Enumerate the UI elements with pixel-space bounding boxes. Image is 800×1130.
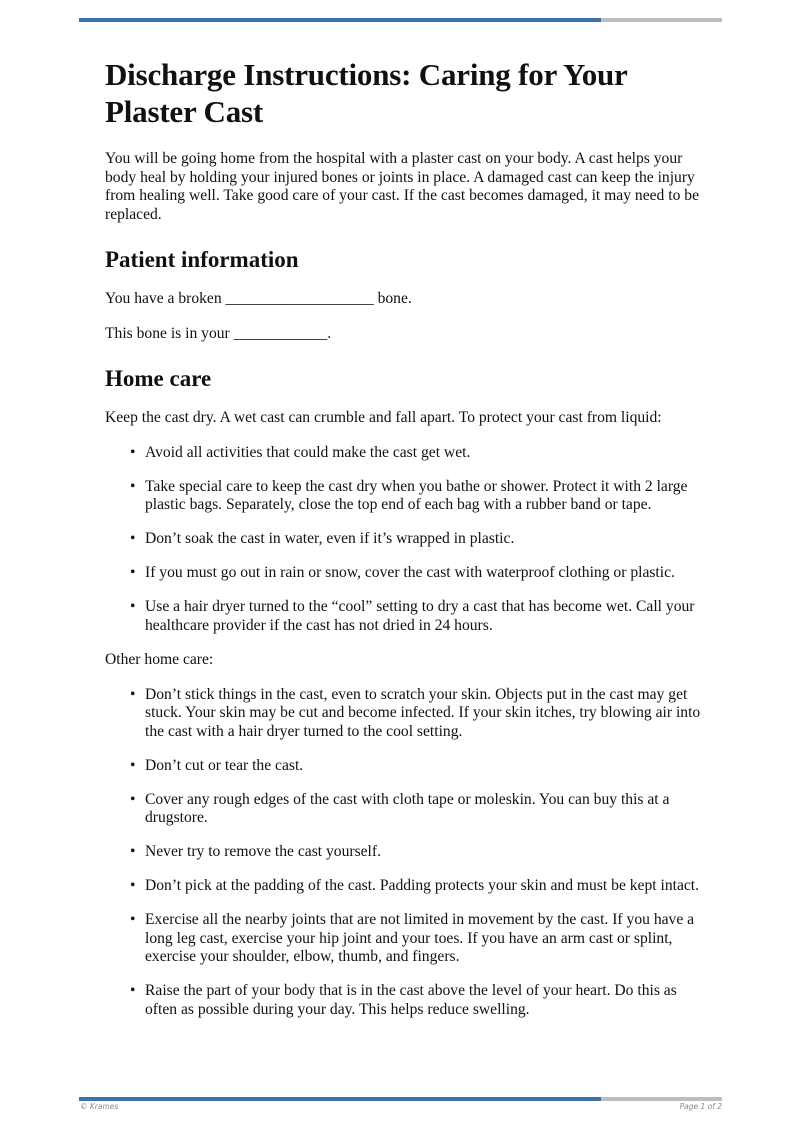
bone-location-line [105,325,705,344]
footer-page-number: Page 1 of 2 [679,1102,722,1111]
list-item: • Cover any rough edges of the cast with cloth tape or moleskin. You can buy this at a drugstore. [145,791,705,828]
document-body [105,56,705,1035]
keep-dry-list [105,444,705,636]
footer-progress-bar [79,1097,722,1101]
broken-bone-line [105,290,705,309]
header-progress-bar [79,18,722,22]
list-item: • Raise the part of your body that is in the cast above the level of your heart. Do this as often as possible during your day. This helps reduce swelling. [145,982,705,1019]
footer-copyright: © Krames [80,1102,119,1111]
keep-dry-lead: Keep the cast dry. A wet cast can crumble and fall apart. To protect your cast from liquid: [105,409,662,426]
list-item: • Take special care to keep the cast dry when you bathe or shower. Protect it with 2 large plastic bags. Separately, close the top end of each bag with a rubber band or tape. [145,478,705,515]
bone-location-blank: ____________ [233,324,328,342]
line-text: . [327,324,332,342]
line-text: This bone is in your [105,324,234,342]
line-text: bone. [373,290,412,307]
section-patient-information [105,246,705,343]
other-home-care-lead: Other home care: [105,651,214,668]
list-item: • Never try to remove the cast yourself. [145,843,705,862]
page-title: Discharge Instructions: Caring for Your Plaster Cast [105,57,628,129]
other-home-care-list [105,686,705,1020]
list-item: • Use a hair dryer turned to the “cool” setting to dry a cast that has become wet. Call your healthcare provider if the cast has not dried in 24 hours. [145,598,705,635]
list-item: • Avoid all activities that could make the cast get wet. [145,444,705,463]
list-item: • Don’t stick things in the cast, even to scratch your skin. Objects put in the cast may get stuck. Your skin may be cut and become infected. If your skin itches, try blowing air into the cast with a hair dryer turned to the cool setting. [145,686,705,742]
line-text: You have a broken [105,290,226,307]
list-item: • Don’t soak the cast in water, even if it’s wrapped in plastic. [145,530,705,549]
section-home-care [105,365,705,1019]
list-item: • Exercise all the nearby joints that are not limited in movement by the cast. If you have a long leg cast, exercise your hip joint and your toes. If you have an arm cast or splint, exercise your shoulder, elbow, thumb, and fingers. [145,911,705,967]
list-item: • Don’t cut or tear the cast. [145,757,705,776]
intro-paragraph: You will be going home from the hospital with a plaster cast on your body. A cast helps your body heal by holding your injured bones or joints in place. A damaged cast can keep the injury from healing well. Take good care of your cast. If the cast becomes damaged, it may need to be replaced. [105,150,699,223]
bone-name-blank: ___________________ [225,290,374,307]
footer-bar-accent [79,1097,601,1101]
section-heading: Patient information [105,247,299,272]
header-bar-accent [79,18,601,22]
list-item: • If you must go out in rain or snow, cover the cast with waterproof clothing or plastic. [145,564,705,583]
section-heading: Home care [105,366,212,391]
footer-bar-track [601,1097,722,1101]
header-bar-track [601,18,722,22]
list-item: • Don’t pick at the padding of the cast. Padding protects your skin and must be kept intact. [145,877,705,896]
